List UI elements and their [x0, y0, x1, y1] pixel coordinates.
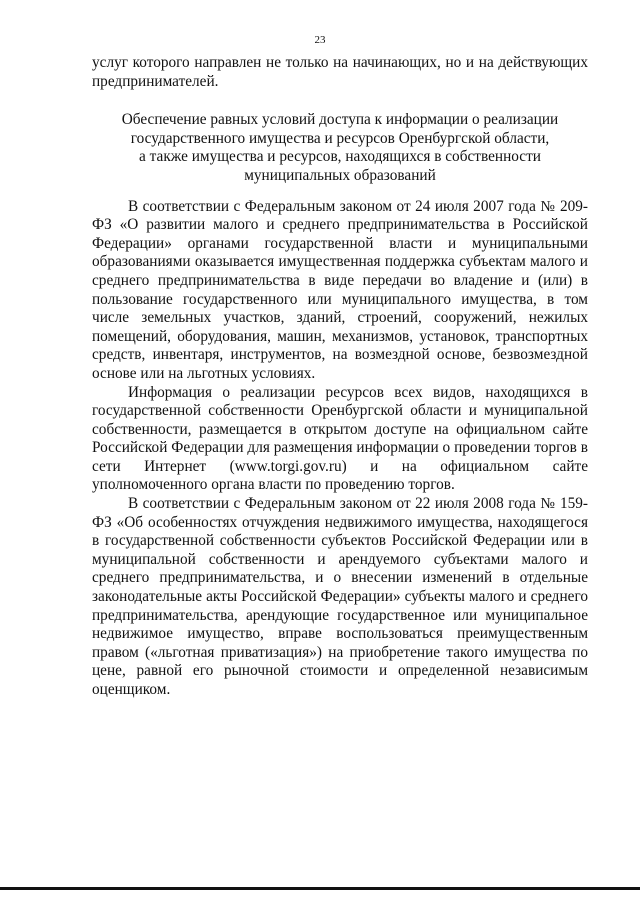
section-title	[92, 111, 588, 185]
page-number: 23	[314, 34, 326, 46]
paragraph-preferential-privatization: В соответствии с Федеральным законом от 22 июля 2008 года № 159-ФЗ «Об особенностях отчуждения недвижимого имущества, находящегося в государственной собственности субъектов Российской Федерации или в муниципальной собственности и арендуемого субъектами малого и среднего предпринимательства, и о внесении изменений в отдельные законодательные акты Российской Федерации» субъекты малого и среднего предпринимательства, арендующие государственное или муниципальное недвижимое имущество, вправе воспользоваться преимущественным правом («льготная приватизация») на приобретение такого имущества по цене, равной его рыночной стоимости и определенной независимым оценщиком.	[92, 495, 588, 698]
section-title-line: государственного имущества и ресурсов Оренбургской области,	[130, 129, 550, 147]
document-body	[92, 54, 588, 700]
section-title-line: муниципальных образований	[244, 166, 436, 184]
intro-continuation-paragraph: услуг которого направлен не только на начинающих, но и на действующих предпринимателей.	[92, 54, 588, 90]
paragraph-property-support: В соответствии с Федеральным законом от 24 июля 2007 года № 209-ФЗ «О развитии малого и среднего предпринимательства в Российской Федерации» органами государственной власти и муниципальными образованиями оказывается имущественная поддержка субъектам малого и среднего предпринимательства в виде передачи во владение и (или) в пользование государственного или муниципального имущества, в том числе земельных участков, зданий, строений, сооружений, нежилых помещений, оборудования, машин, механизмов, установок, транспортных средств, инвентаря, инструментов, на возмездной основе, безвозмездной основе или на льготных условиях.	[92, 197, 588, 382]
section-title-line: Обеспечение равных условий доступа к информации о реализации	[121, 111, 559, 129]
page-bottom-rule	[0, 887, 640, 890]
paragraph-information-access: Информация о реализации ресурсов всех видов, находящихся в государственной собственности Оренбургской области и муниципальной собственности, размещается в открытом доступе на официальном сайте Российской Федерации для размещения информации о проведении торгов в сети Интернет (www.torgi.gov.ru) и на официальном сайте уполномоченного органа власти по проведению торгов.	[92, 383, 588, 494]
section-title-line: а также имущества и ресурсов, находящихся в собственности	[139, 148, 541, 166]
